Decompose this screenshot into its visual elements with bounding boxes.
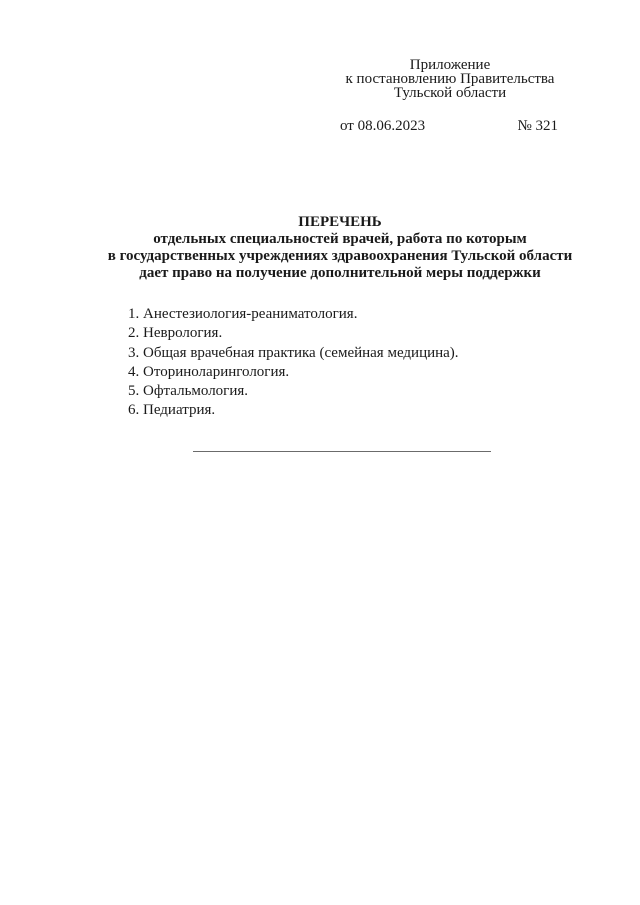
appendix-region: Тульской области xyxy=(393,85,507,101)
list-item: 3. Общая врачебная практика (семейная медицина). xyxy=(128,344,459,361)
title-line-1: отдельных специальностей врачей, работа по которым xyxy=(153,231,527,247)
title-line-3: дает право на получение дополнительной меры поддержки xyxy=(139,265,541,281)
list-item: 5. Офтальмология. xyxy=(128,383,249,400)
decree-date: от 08.06.2023 xyxy=(340,118,426,134)
appendix-label: Приложение xyxy=(409,57,491,73)
list-item: 1. Анестезиология-реаниматология. xyxy=(128,306,358,322)
appendix-decree-ref: к постановлению Правительства xyxy=(345,71,555,87)
title-heading: ПЕРЕЧЕНЬ xyxy=(298,214,382,230)
appendix-header xyxy=(340,58,560,100)
list-item: 2. Неврология. xyxy=(128,325,223,342)
list-item: 6. Педиатрия. xyxy=(128,402,216,419)
decree-number: № 321 xyxy=(517,118,558,134)
title-line-2: в государственных учреждениях здравоохранения Тульской области xyxy=(107,248,573,264)
document-title xyxy=(80,214,600,282)
list-item: 4. Оториноларингология. xyxy=(128,363,290,380)
specialties-list xyxy=(128,305,459,421)
end-divider xyxy=(193,451,491,452)
